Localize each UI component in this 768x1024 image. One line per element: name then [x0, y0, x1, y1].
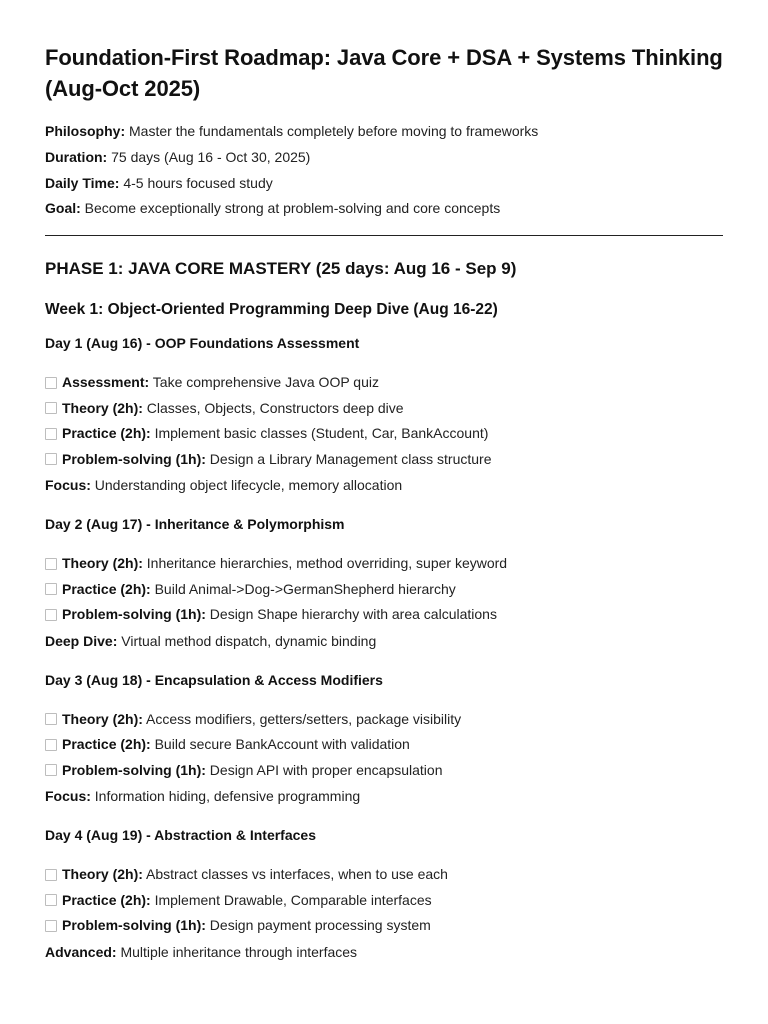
task-label: Practice (2h): [62, 580, 151, 597]
task-text: Implement basic classes (Student, Car, BankAccount) [154, 425, 489, 442]
task-checkbox[interactable] [45, 453, 57, 465]
meta-value: Master the fundamentals completely before moving to frameworks [129, 123, 539, 139]
task-checkbox[interactable] [45, 377, 57, 389]
note-label: Focus: [45, 788, 91, 805]
task-item [45, 732, 723, 758]
note-text: Multiple inheritance through interfaces [120, 943, 358, 960]
task-list [45, 551, 723, 628]
task-text: Classes, Objects, Constructors deep dive [146, 399, 404, 416]
day-section [45, 670, 723, 810]
note-label: Deep Dive: [45, 632, 118, 649]
task-list [45, 707, 723, 784]
day-note [45, 783, 723, 809]
task-label: Problem-solving (1h): [62, 761, 206, 778]
task-text: Build secure BankAccount with validation [154, 736, 410, 753]
meta-section [45, 119, 723, 222]
task-checkbox[interactable] [45, 609, 57, 621]
task-item [45, 707, 723, 733]
task-label: Problem-solving (1h): [62, 917, 206, 934]
day-heading: Day 3 (Aug 18) - Encapsulation & Access Modifiers [45, 671, 383, 688]
meta-label: Daily Time: [45, 174, 120, 191]
day-heading: Day 4 (Aug 19) - Abstraction & Interfaces [45, 827, 316, 844]
task-text: Access modifiers, getters/setters, package visibility [146, 710, 462, 727]
meta-value: Become exceptionally strong at problem-solving and core concepts [84, 200, 501, 217]
week-heading: Week 1: Object-Oriented Programming Deep Dive (Aug 16-22) [45, 301, 498, 319]
meta-philosophy [45, 119, 723, 145]
task-label: Theory (2h): [62, 399, 143, 416]
task-checkbox[interactable] [45, 894, 57, 906]
task-label: Assessment: [62, 374, 150, 391]
horizontal-divider [45, 235, 723, 236]
note-text: Understanding object lifecycle, memory allocation [94, 477, 403, 494]
meta-duration [45, 145, 723, 171]
task-list [45, 862, 723, 939]
task-item [45, 913, 723, 939]
day-section [45, 825, 723, 965]
task-label: Theory (2h): [62, 555, 143, 572]
task-label: Theory (2h): [62, 710, 143, 727]
task-item [45, 758, 723, 784]
task-text: Design API with proper encapsulation [209, 761, 443, 778]
day-section [45, 333, 723, 498]
task-checkbox[interactable] [45, 764, 57, 776]
note-text: Information hiding, defensive programming [94, 788, 361, 805]
page-title: Foundation-First Roadmap: Java Core + DSA + Systems Thinking (Aug-Oct 2025) [45, 45, 723, 101]
task-list [45, 370, 723, 472]
task-item [45, 396, 723, 422]
day-heading: Day 1 (Aug 16) - OOP Foundations Assessment [45, 335, 360, 352]
task-text: Take comprehensive Java OOP quiz [152, 374, 379, 391]
task-label: Practice (2h): [62, 891, 151, 908]
meta-value: 75 days (Aug 16 - Oct 30, 2025) [111, 148, 311, 165]
task-checkbox[interactable] [45, 869, 57, 881]
day-note [45, 628, 723, 654]
meta-daily-time [45, 171, 723, 197]
task-text: Design payment processing system [209, 917, 431, 934]
task-checkbox[interactable] [45, 402, 57, 414]
day-note [45, 939, 723, 965]
task-item [45, 577, 723, 603]
meta-value: 4-5 hours focused study [123, 174, 273, 191]
task-text: Inheritance hierarchies, method overriding, super keyword [146, 555, 508, 572]
task-text: Build Animal->Dog->GermanShepherd hierarchy [154, 580, 456, 597]
task-item [45, 888, 723, 914]
task-label: Practice (2h): [62, 425, 151, 442]
task-checkbox[interactable] [45, 920, 57, 932]
task-label: Problem-solving (1h): [62, 606, 206, 623]
day-note [45, 472, 723, 498]
task-item [45, 602, 723, 628]
task-checkbox[interactable] [45, 583, 57, 595]
note-text: Virtual method dispatch, dynamic binding [121, 632, 377, 649]
task-text: Design a Library Management class structure [209, 450, 492, 467]
day-section [45, 514, 723, 654]
task-text: Abstract classes vs interfaces, when to use each [146, 866, 448, 883]
task-label: Practice (2h): [62, 736, 151, 753]
task-checkbox[interactable] [45, 739, 57, 751]
meta-label: Goal: [45, 200, 81, 217]
task-item [45, 421, 723, 447]
day-heading: Day 2 (Aug 17) - Inheritance & Polymorphism [45, 516, 345, 533]
meta-label: Duration: [45, 148, 108, 165]
task-item [45, 862, 723, 888]
task-text: Implement Drawable, Comparable interfaces [154, 891, 432, 908]
task-checkbox[interactable] [45, 713, 57, 725]
task-item [45, 447, 723, 473]
phase-heading: PHASE 1: JAVA CORE MASTERY (25 days: Aug 16 - Sep 9) [45, 259, 517, 279]
task-label: Problem-solving (1h): [62, 450, 206, 467]
note-label: Advanced: [45, 943, 117, 960]
task-item [45, 370, 723, 396]
meta-label: Philosophy: [45, 123, 126, 139]
task-label: Theory (2h): [62, 866, 143, 883]
task-item [45, 551, 723, 577]
task-text: Design Shape hierarchy with area calculations [209, 606, 497, 623]
note-label: Focus: [45, 477, 91, 494]
task-checkbox[interactable] [45, 558, 57, 570]
meta-goal [45, 196, 723, 222]
task-checkbox[interactable] [45, 428, 57, 440]
